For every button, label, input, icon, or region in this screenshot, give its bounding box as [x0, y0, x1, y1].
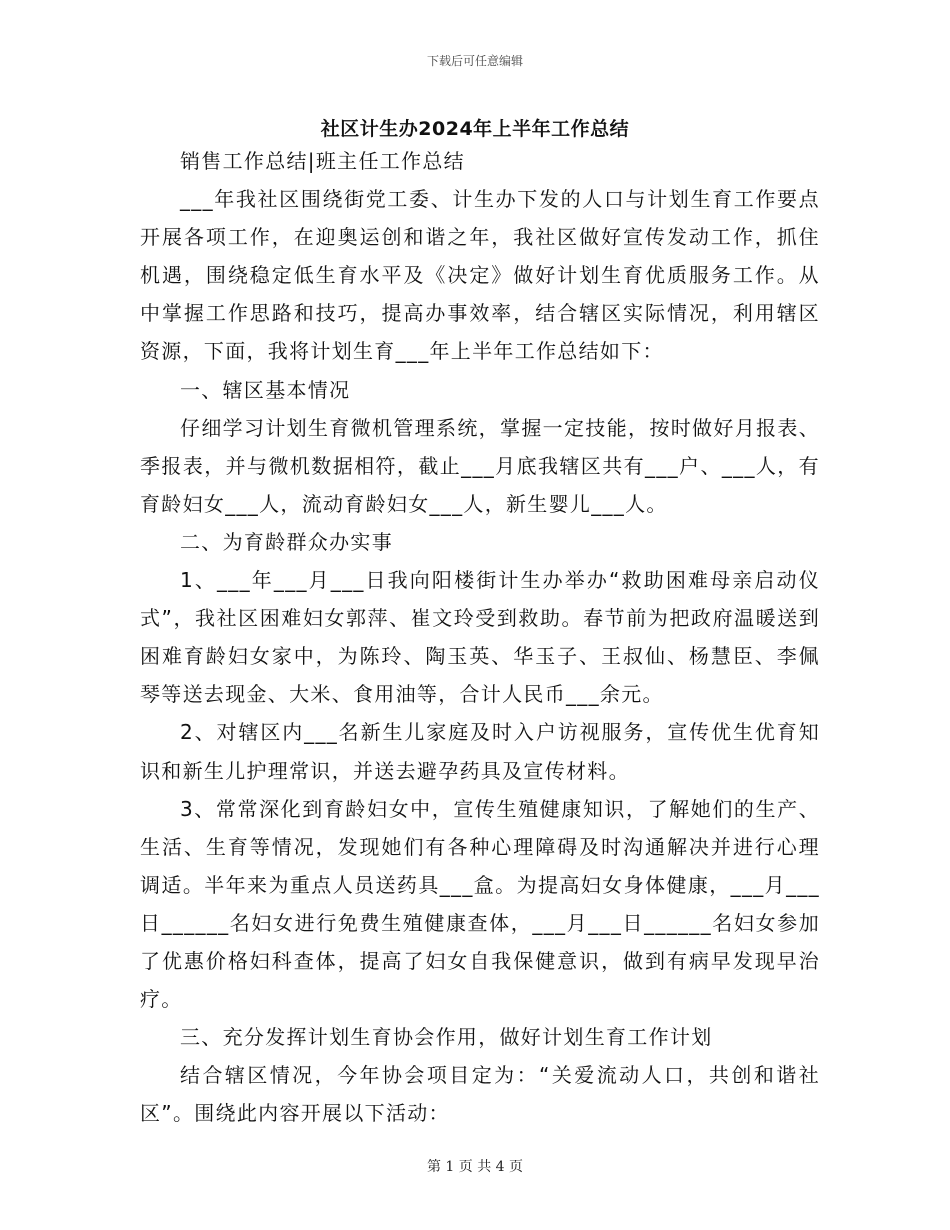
paragraph: ___年我社区围绕街党工委、计生办下发的人口与计划生育工作要点开展各项工作，在迎奥运创和谐之年，我社区做好宣传发动工作，抓住机遇，围绕稳定低生育水平及《决定》做好计划生育优质服务工作。从中掌握工作思路和技巧，提高办事效率，结合辖区实际情况，利用辖区资源，下面，我将计划生育___年上半年工作总结如下： [140, 187, 820, 364]
paragraph: 结合辖区情况，今年协会项目定为：“关爱流动人口，共创和谐社区”。围绕此内容开展以下活动： [140, 1063, 820, 1126]
section-heading: 三、充分发挥计划生育协会作用，做好计划生育工作计划 [180, 1025, 713, 1050]
paragraph: 仔细学习计划生育微机管理系统，掌握一定技能，按时做好月报表、季报表，并与微机数据相符，截止___月底我辖区共有___户、___人，有育龄妇女___人，流动育龄妇女___人，新生婴儿___人。 [140, 415, 820, 516]
document-body [140, 142, 820, 1132]
page-header-note: 下载后可任意编辑 [426, 54, 523, 68]
paragraph: 销售工作总结|班主任工作总结 [180, 149, 465, 173]
paragraph: 3、常常深化到育龄妇女中，宣传生殖健康知识，了解她们的生产、生活、生育等情况，发现她们有各种心理障碍及时沟通解决并进行心理调适。半年来为重点人员送药具___盒。为提高妇女身体健康，___月___日______名妇女进行免费生殖健康查体，___月___日______名妇女参加了优惠价格妇科查体，提高了妇女自我保健意识，做到有病早发现早治疗。 [140, 796, 820, 1012]
document-title: 社区计生办2024年上半年工作总结 [320, 118, 630, 140]
section-heading: 二、为育龄群众办实事 [180, 529, 393, 554]
paragraph: 2、对辖区内___名新生儿家庭及时入户访视服务，宣传优生优育知识和新生儿护理常识，并送去避孕药具及宣传材料。 [140, 720, 820, 783]
page-number: 第 1 页 共 4 页 [426, 1159, 524, 1175]
paragraph: 1、___年___月___日我向阳楼街计生办举办“救助困难母亲启动仪式”，我社区困难妇女郭萍、崔文玲受到救助。春节前为把政府温暖送到困难育龄妇女家中，为陈玲、陶玉英、华玉子、王叔仙、杨慧臣、李佩琴等送去现金、大米、食用油等，合计人民币___余元。 [140, 568, 820, 707]
section-heading: 一、辖区基本情况 [180, 377, 351, 402]
